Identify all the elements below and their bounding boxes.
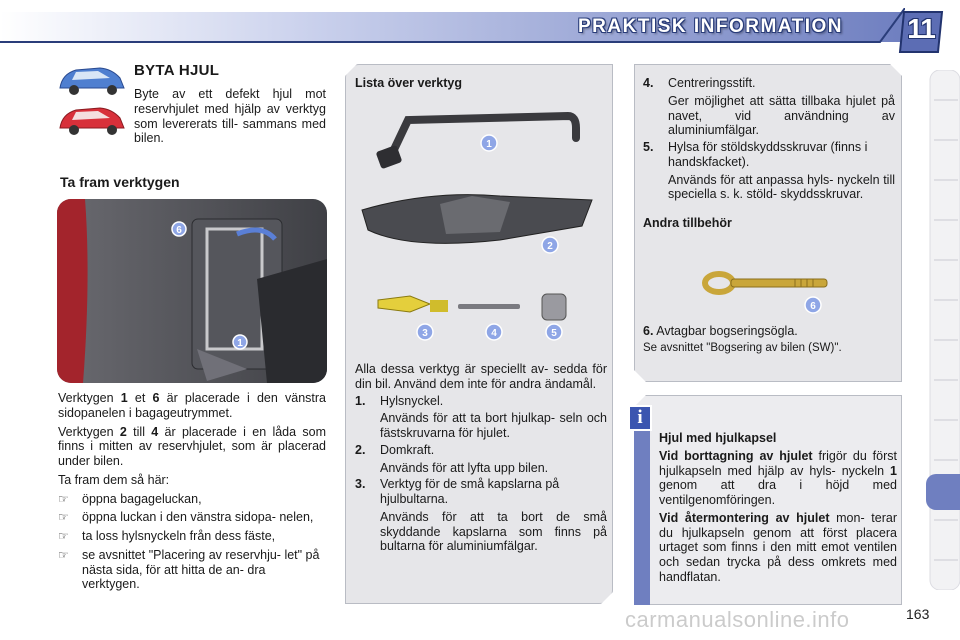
list-item: 3. Verktyg för de små kapslarna på hjulbultarna. Används för att ta bort de små skyddande kapslarna som finns på bultarna för aluminiumfälgar. (355, 477, 607, 554)
section-title: BYTA HJUL (134, 62, 220, 79)
photo-callout-6: 6 (176, 225, 182, 236)
list-item: ☞ öppna bagageluckan, (58, 491, 202, 506)
section-intro: Byte av ett defekt hjul mot reservhjulet med hjälp av verktyg som levererats till- sammans med bilen. (134, 87, 326, 146)
page-header-title: PRAKTISK INFORMATION (578, 16, 844, 37)
towing-eye-illustration (695, 255, 835, 317)
towing-note: Se avsnittet "Bogsering av bilen (SW)". (643, 341, 842, 354)
list-item: ☞ öppna luckan i den vänstra sidopa- nelen, (58, 510, 314, 525)
list-item: 4. Centreringsstift. Ger möjlighet att sätta tillbaka hjulet på navet, vid användning av aluminiumfälgar. (643, 76, 895, 138)
photo-callout-1: 1 (237, 338, 243, 349)
info-icon: i (628, 405, 652, 431)
tool-callout-1: 1 (486, 139, 492, 150)
list-item: 5. Hylsa för stöldskyddsskruvar (finns i handskfacket). Används för att anpassa hyls- nyckeln till speciella s. k. stöld- skyddsskruvar. (643, 140, 895, 202)
page-number: 163 (906, 606, 930, 622)
watermark: carmanualsonline.info (625, 607, 850, 632)
trunk-photo (57, 199, 327, 383)
list-item: 2. Domkraft. Används för att lyfta upp bilen. (355, 442, 549, 475)
chapter-tab-active[interactable] (926, 474, 960, 510)
paragraph-tools-1: Verktygen 1 et 6 är placerade i den vänstra sidopanelen i bagageutrymmet. (58, 391, 326, 420)
tool-callout-5: 5 (551, 328, 557, 339)
info-strip (634, 410, 650, 605)
steps-list (58, 492, 326, 593)
pointing-hand-icon: ☞ (58, 547, 69, 562)
info-title: Hjul med hjulkapsel (659, 431, 777, 445)
list-item: 1. Hylsnyckel. Används för att ta bort hjulkap- seln och fästskruvarna för hjulet. (355, 393, 607, 440)
hook-callout-6: 6 (810, 301, 816, 312)
tool-callout-2: 2 (547, 241, 553, 252)
paragraph-tools-2: Verktygen 2 till 4 är placerade i en låda som finns i mitten av reservhjulet, som är placerad under bilen. (58, 424, 327, 468)
list-item: ☞ ta loss hylsnyckeln från dess fäste, (58, 529, 276, 543)
info-text (659, 431, 897, 588)
pointing-hand-icon: ☞ (58, 510, 69, 525)
red-car-icon (60, 108, 124, 135)
pointing-hand-icon: ☞ (58, 529, 69, 543)
tools-panel-title: Lista över verktyg (355, 76, 462, 90)
info-paragraph-1: Vid borttagning av hjulet frigör du först hjulkapseln med hjälp av hyls- nyckeln 1 genom att dra i höjd med ventilgenomföringen. (659, 448, 897, 507)
tool-callout-4: 4 (491, 328, 497, 339)
tools-list-continued (643, 74, 895, 202)
tools-list (355, 362, 607, 554)
pointing-hand-icon: ☞ (58, 491, 69, 506)
accessories-title: Andra tillbehör (643, 216, 732, 230)
tools-intro: Alla dessa verktyg är speciellt av- sedda för din bil. Använd dem inte för andra ändamål. (355, 362, 607, 391)
info-paragraph-2: Vid återmontering av hjulet mon- terar du hjulkapseln genom att först placera urtaget som finns i den mitt emot ventilen och sedan trycka på dess omkrets med handflatan. (659, 510, 897, 584)
chapter-number: 11 (907, 13, 935, 44)
car-icons (56, 60, 128, 142)
subsection-title: Ta fram verktygen (60, 174, 180, 190)
left-body (58, 391, 326, 596)
towing-eye-item: 6. Avtagbar bogseringsögla. Se avsnittet "Bogsering av bilen (SW)". (643, 324, 895, 355)
chapter-tab-rail (928, 70, 960, 590)
list-item: ☞ se avsnittet "Placering av reservhju- let" på nästa sida, för att hitta de an- dra verktygen. (58, 547, 320, 592)
tools-illustration (350, 100, 610, 358)
tool-callout-3: 3 (422, 328, 428, 339)
paragraph-howto: Ta fram dem så här: (58, 472, 170, 487)
blue-car-icon (60, 68, 124, 95)
